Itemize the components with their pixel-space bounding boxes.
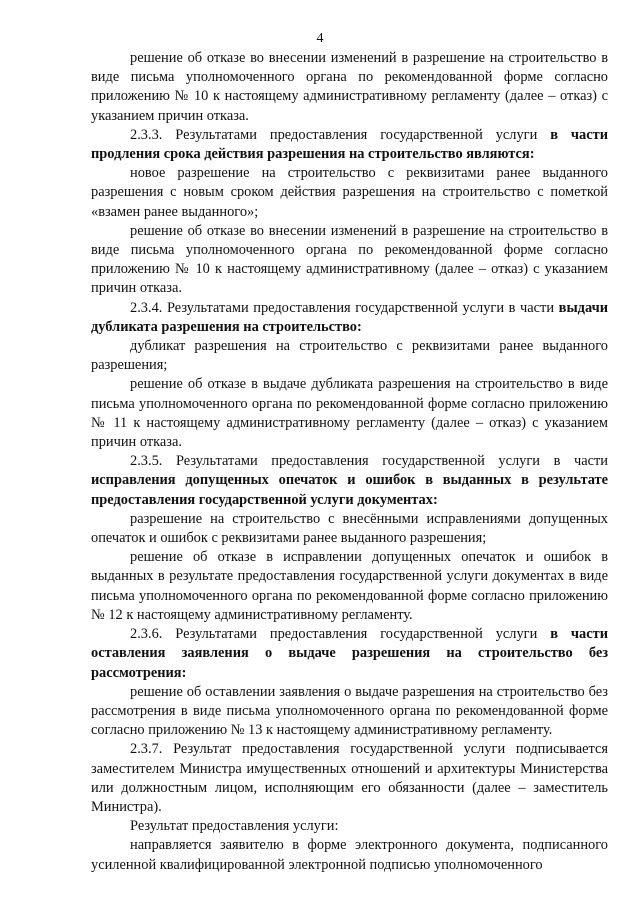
page-number: 4 — [316, 31, 324, 46]
paragraph-leave-without-review: решение об оставлении заявления о выдаче разрешения на строительство без рассмотрения в виде письма уполномоченного органа по рекомендованной форме согласно приложению № 13 к настоящему административному регламенту. — [91, 683, 608, 739]
paragraph-new-permit: новое разрешение на строительство с реквизитами ранее выданного разрешения с новым сроком действия разрешения на строительство с пометкой «взамен ранее выданного»; — [91, 165, 608, 220]
document-body — [91, 49, 608, 875]
paragraph-2-3-4: 2.3.4. Результатами предоставления государственной услуги в части выдачи дубликата разрешения на строительство: — [91, 299, 608, 335]
paragraph-2-3-7: 2.3.7. Результат предоставления государственной услуги подписывается заместителем Министра имущественных отношений и архитектуры Министерства или должностным лицом, исполняющим его обязанности (далее – заместитель Министра). — [91, 741, 608, 815]
paragraph-corrected-permit: разрешение на строительство с внесёнными исправлениями допущенных опечаток и ошибок с реквизитами ранее выданного разрешения; — [91, 510, 608, 547]
paragraph-refusal-changes: решение об отказе во внесении изменений в разрешение на строительство в виде письма уполномоченного органа по рекомендованной форме согласно приложению № 10 к настоящему административному регламенту (далее – отказ) с указанием причин отказа. — [91, 50, 608, 124]
paragraph-2-3-5: 2.3.5. Результатами предоставления государственной услуги в части исправления допущенных опечаток и ошибок в выданных в результате предоставления государственной услуги документах: — [91, 453, 608, 508]
paragraph-2-3-6: 2.3.6. Результатами предоставления государственной услуги в части оставления заявления о выдаче разрешения на строительство без рассмотрения: — [91, 626, 608, 681]
paragraph-2-3-3: 2.3.3. Результатами предоставления государственной услуги в части продления срока действия разрешения на строительство являются: — [91, 126, 608, 163]
paragraph-refusal-correction: решение об отказе в исправлении допущенных опечаток и ошибок в выданных в результате предоставления государственной услуги документах в виде письма уполномоченного органа по рекомендованной форме согласно приложению № 12 к настоящему административному регламенту. — [91, 549, 608, 623]
paragraph-result-heading: Результат предоставления услуги: — [130, 818, 339, 835]
paragraph-refusal-duplicate: решение об отказе в выдаче дубликата разрешения на строительство в виде письма уполномоченного органа по рекомендованной форме согласно приложению № 11 к настоящему административному регламенту (далее – отказ) с указанием причин отказа. — [91, 376, 608, 451]
paragraph-sent-to-applicant: направляется заявителю в форме электронного документа, подписанного усиленной квалифицированной электронной подписью уполномоченного — [91, 837, 608, 873]
paragraph-refusal-extension: решение об отказе во внесении изменений в разрешение на строительство в виде письма уполномоченного органа по рекомендованной форме согласно приложению № 10 к настоящему административному (далее – отказ) с указанием причин отказа. — [91, 222, 608, 297]
paragraph-duplicate: дубликат разрешения на строительство с реквизитами ранее выданного разрешения; — [91, 338, 608, 374]
